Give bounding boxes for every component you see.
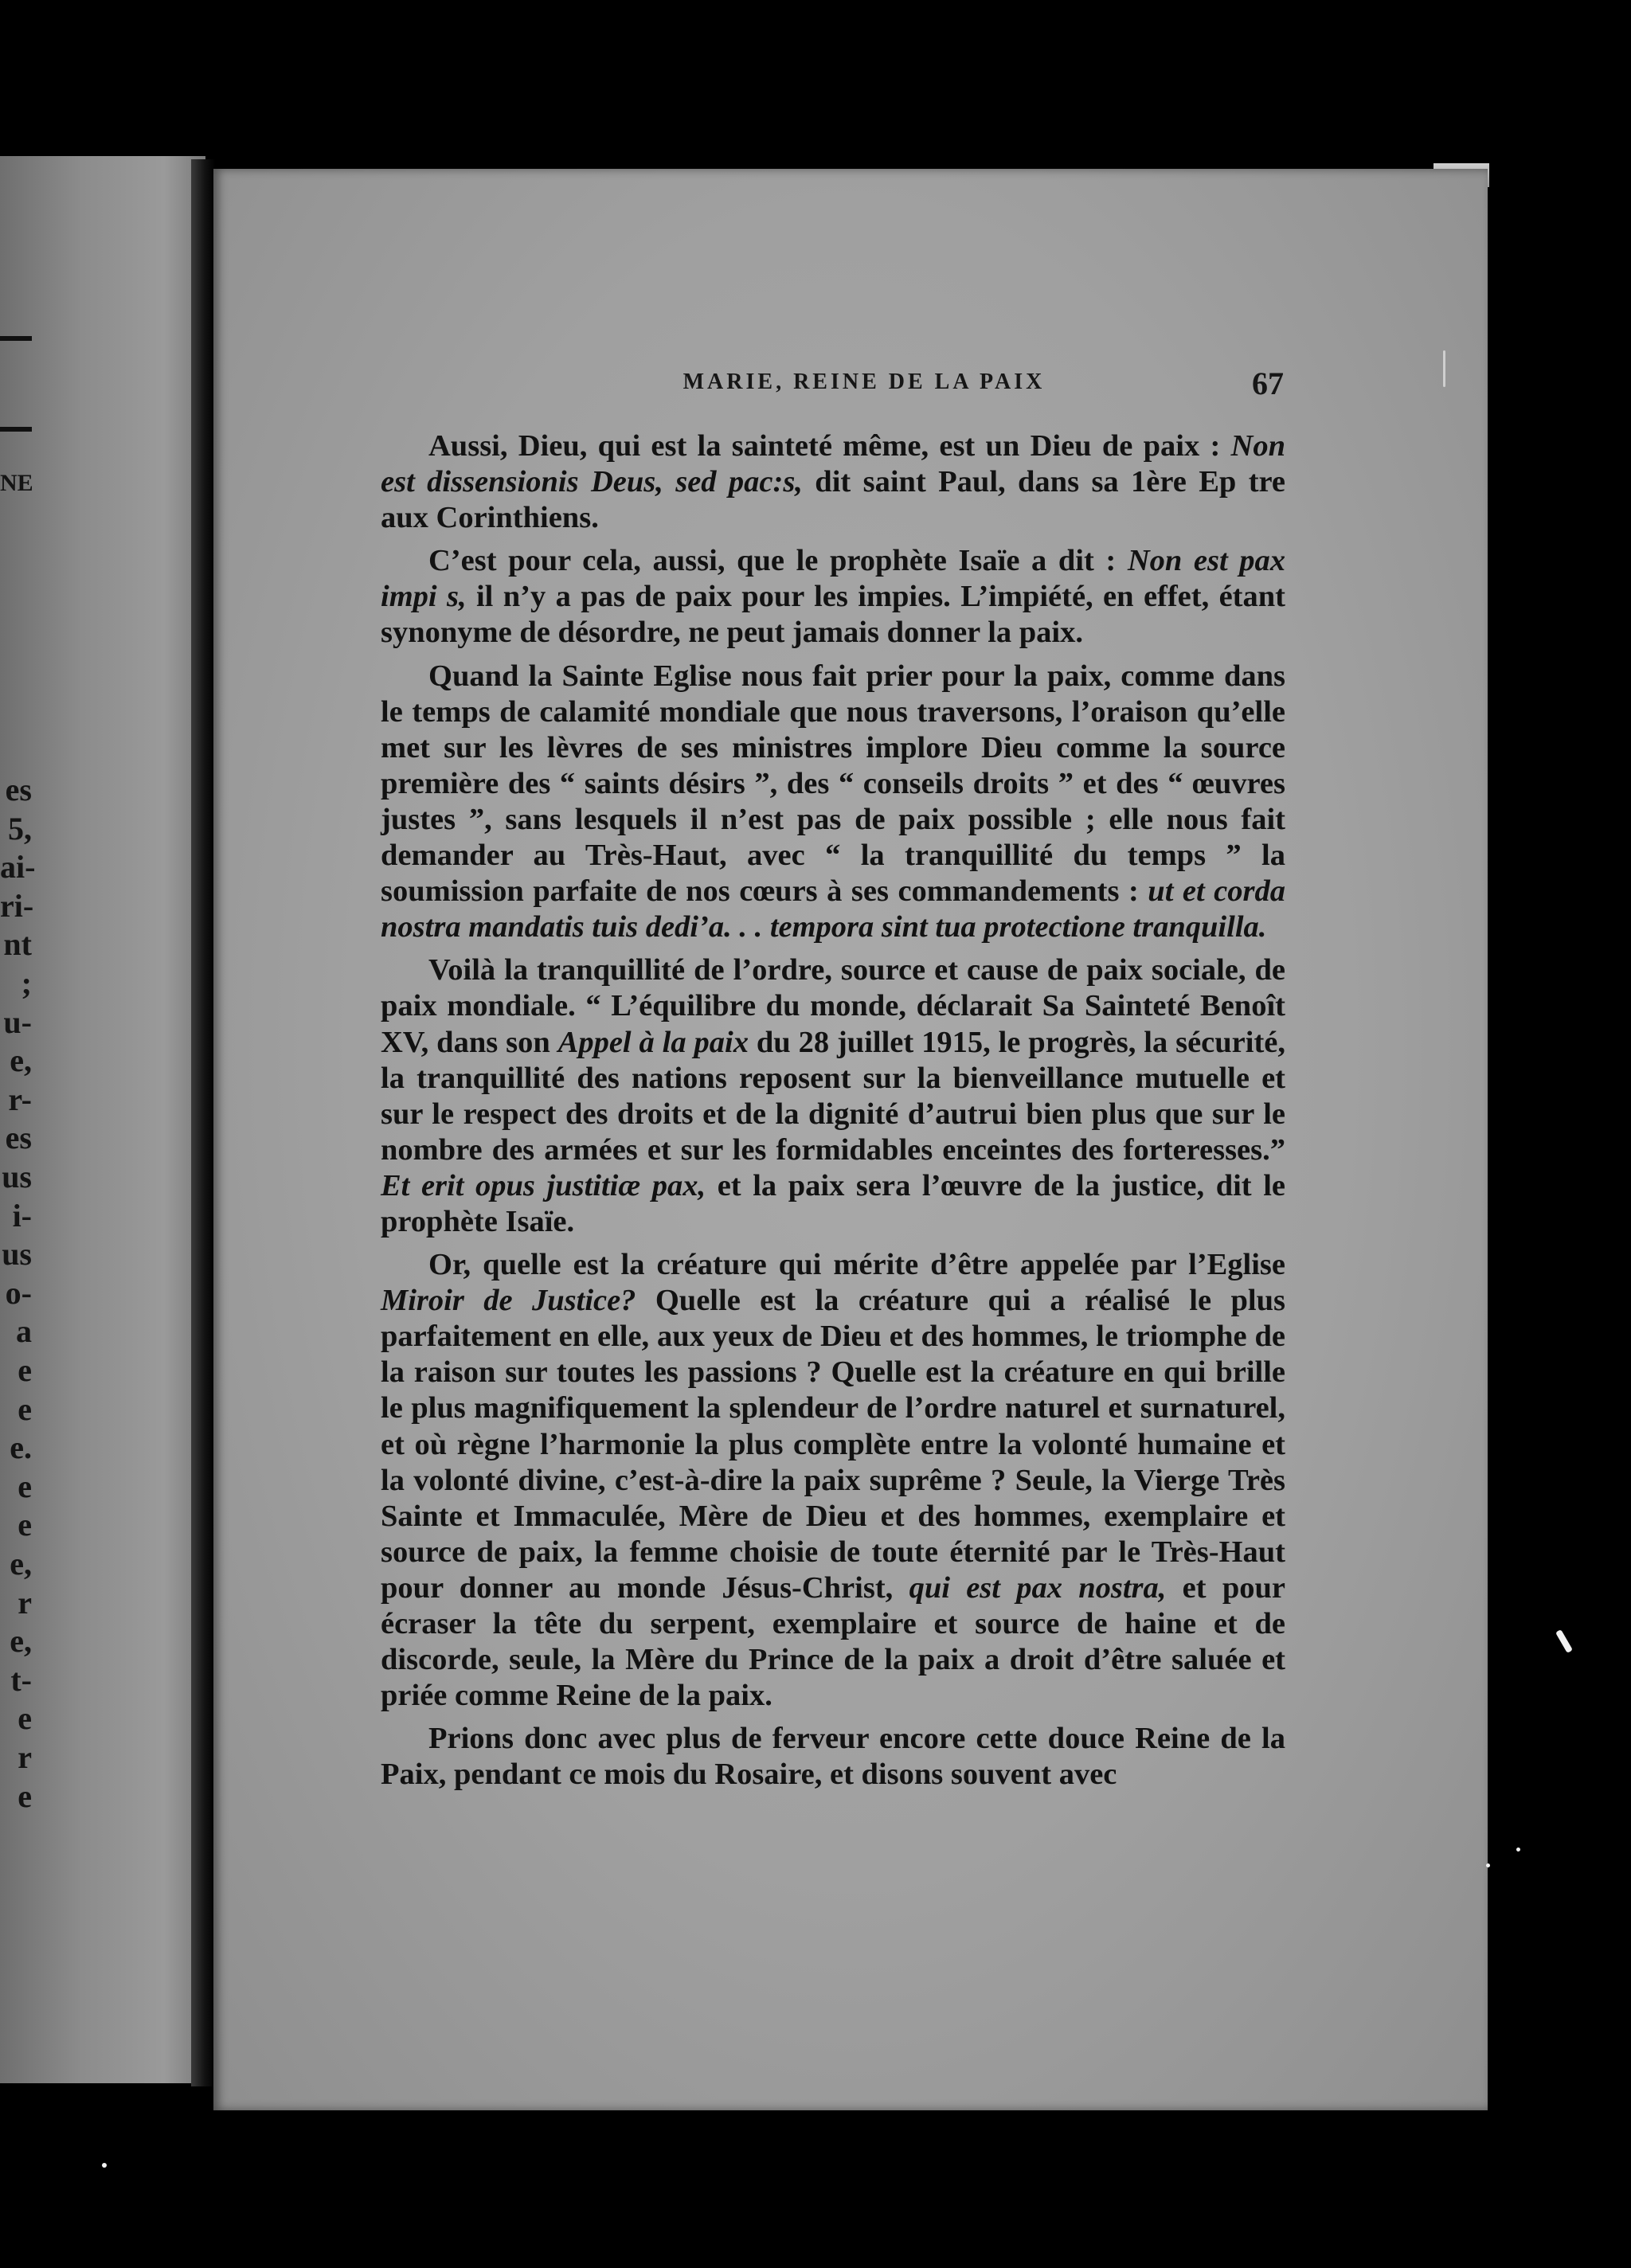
body-text xyxy=(381,428,1285,1800)
left-page-line-fragment: us xyxy=(2,1236,32,1273)
left-page-rule xyxy=(0,427,32,432)
text-run: Quand la Sainte Eglise nous fait prier pour la paix, comme dans le temps de calamité mondiale que nous traversons, l’oraison qu’elle met sur les lèvres de ses ministres implore Dieu comme la source première des “ saints désirs ”, des “ conseils droits ” et des “ œuvres justes ”, sans lesquels il n’est pas de paix possible ; elle nous fait demander au Très-Haut, avec “ la tranquillité du temps ” la soumission parfaite de nos cœurs à ses commandements : xyxy=(381,659,1285,909)
left-page-line-fragment: r xyxy=(18,1739,32,1775)
scan-speck xyxy=(1443,350,1445,387)
scan-speck xyxy=(1555,1629,1573,1653)
latin-quote: ut et corda nostra mandatis tuis dedi’a. . . tempora sint tua protectione tranquilla. xyxy=(381,874,1286,944)
left-page-line-fragment: t- xyxy=(10,1661,32,1698)
left-page-heading-fragment: NE xyxy=(0,470,33,496)
latin-quote: Appel à la paix xyxy=(557,1025,749,1059)
left-page-line-fragment: e xyxy=(18,1777,32,1814)
left-page-line-fragment: r xyxy=(18,1584,32,1621)
paragraph xyxy=(381,428,1285,536)
paragraph xyxy=(381,659,1285,946)
paragraph xyxy=(381,1247,1285,1714)
left-page-line-fragment: e xyxy=(18,1390,32,1427)
left-page-line-fragment: e, xyxy=(10,1623,32,1660)
text-run: et pour écraser la tête du serpent, exemplaire et source de haine et de discorde, seule, la Mère du Prince de la paix a droit d’être saluée et priée comme Reine de la paix. xyxy=(381,1570,1286,1713)
paragraph xyxy=(381,1721,1285,1793)
text-run: Aussi, Dieu, qui est la sainteté même, est un Dieu de paix : xyxy=(428,429,1231,463)
left-page-line-fragment: e, xyxy=(10,1042,32,1079)
latin-quote: qui est pax nostra, xyxy=(909,1570,1167,1605)
left-page-line-fragment: ri- xyxy=(0,887,34,924)
left-page-line-fragment: e xyxy=(18,1468,32,1504)
text-run: du 28 juillet 1915, le progrès, la sécurité, la tranquillité des nations reposent sur la bienveillance mutuelle et sur le respect des droits et de la dignité d’autrui bien plus que sur le nombre des armées et sur les formidables enceintes des forteresses.” xyxy=(381,1025,1285,1167)
left-page-line-fragment: ; xyxy=(21,965,32,1001)
left-page-rule xyxy=(0,336,32,341)
latin-quote: Non est pax impi s, xyxy=(381,544,1285,614)
left-page-line-fragment: a xyxy=(16,1313,32,1350)
latin-quote: Miroir de Justice? xyxy=(381,1284,636,1318)
book-gutter xyxy=(191,159,215,2086)
left-page-line-fragment: i- xyxy=(12,1197,32,1234)
left-page-line-fragment: es xyxy=(5,1120,32,1156)
left-page-line-fragment: u- xyxy=(3,1003,32,1040)
running-title: MARIE, REINE DE LA PAIX xyxy=(683,370,1046,394)
left-page-line-fragment: 5, xyxy=(8,810,32,847)
latin-quote: Non est dissensionis Deus, sed pac:s, xyxy=(381,429,1285,499)
left-page-line-fragment: e xyxy=(18,1507,32,1543)
scan-speck xyxy=(102,2163,107,2168)
left-page-line-fragment: ai- xyxy=(0,849,36,886)
left-page-line-fragment: us xyxy=(2,1159,32,1195)
left-page-line-fragment: e xyxy=(18,1700,32,1737)
scan-speck xyxy=(1516,1848,1520,1852)
text-run: Or, quelle est la créature qui mérite d’être appelée par l’Eglise xyxy=(428,1248,1285,1282)
page-number: 67 xyxy=(1252,366,1284,401)
text-run: il n’y a pas de paix pour les impies. L’impiété, en effet, étant synonyme de désordre, ne peut jamais donner la paix. xyxy=(381,580,1285,650)
left-page-line-fragment: e xyxy=(18,1352,32,1388)
left-page-line-fragment: o- xyxy=(5,1274,32,1311)
left-page-line-fragment: r- xyxy=(8,1081,32,1117)
text-run: dit saint Paul, dans sa 1ère Ep tre aux Corinthiens. xyxy=(381,465,1285,535)
left-page-line-fragment: nt xyxy=(3,926,32,963)
left-page-line-fragment: e, xyxy=(10,1546,32,1582)
text-run: et la paix sera l’œuvre de la justice, dit le prophète Isaïe. xyxy=(381,1168,1285,1238)
scan-speck xyxy=(1486,1863,1490,1867)
paragraph xyxy=(381,543,1285,651)
text-run: Voilà la tranquillité de l’ordre, source et cause de paix sociale, de paix mondiale. “ L’équilibre du monde, déclarait Sa Sainteté Benoît XV, dans son xyxy=(381,953,1285,1059)
text-run: C’est pour cela, aussi, que le prophète Isaïe a dit : xyxy=(428,544,1128,578)
previous-page-strip xyxy=(0,156,205,2083)
left-page-line-fragment: e. xyxy=(10,1429,32,1466)
latin-quote: Et erit opus justitiæ pax, xyxy=(381,1168,706,1202)
left-page-line-fragment: es xyxy=(5,772,32,807)
paragraph xyxy=(381,952,1285,1240)
text-run: Prions donc avec plus de ferveur encore cette douce Reine de la Paix, pendant ce mois du Rosaire, et disons souvent avec xyxy=(381,1722,1285,1792)
text-run: Quelle est la créature qui a réalisé le plus parfaitement en elle, aux yeux de Dieu et des hommes, le triomphe de la raison sur toutes les passions ? Quelle est la créature en qui brille le plus magnifiquement la splendeur de l’ordre naturel et surnaturel, et où règne l’harmonie la plus complète entre la volonté humaine et la volonté divine, c’est-à-dire la paix suprême ? Seule, la Vierge Très Sainte et Immaculée, Mère de Dieu et des hommes, exemplaire et source de paix, la femme choisie de toute éternité par le Très-Haut pour donner au monde Jésus-Christ, xyxy=(381,1284,1285,1605)
